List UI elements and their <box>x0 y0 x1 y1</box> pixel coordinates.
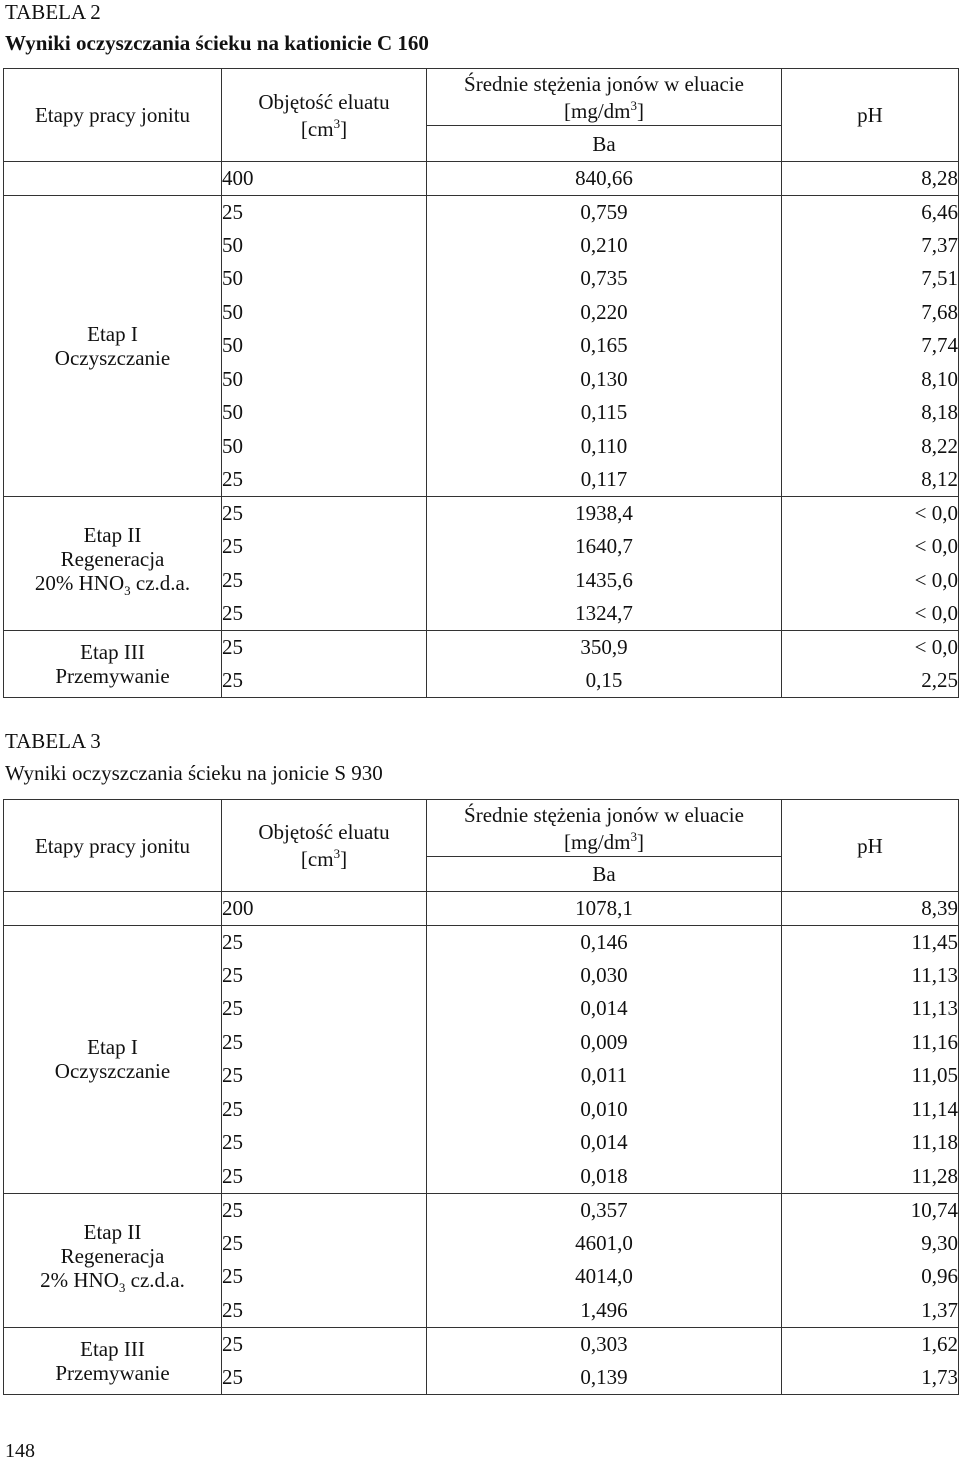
header-stages: Etapy pracy jonitu <box>4 800 222 892</box>
ph-cell: 1,37 <box>782 1294 959 1328</box>
volume-cell: 200 <box>222 892 427 926</box>
ph-cell: 11,13 <box>782 959 959 993</box>
volume-cell: 25 <box>222 1093 427 1127</box>
volume-cell: 25 <box>222 1059 427 1093</box>
volume-cell: 25 <box>222 1260 427 1294</box>
ba-cell: 0,303 <box>427 1327 782 1361</box>
volume-cell: 400 <box>222 162 427 196</box>
volume-cell: 25 <box>222 1227 427 1261</box>
ba-cell: 0,357 <box>427 1193 782 1227</box>
ph-cell: 0,96 <box>782 1260 959 1294</box>
header-ph: pH <box>782 69 959 162</box>
header-concentration: Średnie stężenia jonów w eluacie $[mg/dm^3]$ <box>427 69 782 126</box>
table-row <box>4 162 959 196</box>
ba-cell: 0,139 <box>427 1361 782 1395</box>
ph-cell: 11,14 <box>782 1093 959 1127</box>
phase-cell <box>4 892 222 926</box>
header-volume: Objętość eluatu $[cm^3]$ <box>222 800 427 892</box>
table-row <box>4 497 959 531</box>
phase-cell: Etap I Oczyszczanie <box>4 195 222 497</box>
ph-cell: 1,73 <box>782 1361 959 1395</box>
ph-cell: 7,51 <box>782 262 959 296</box>
volume-cell: 50 <box>222 329 427 363</box>
volume-cell: 25 <box>222 463 427 497</box>
ba-cell: 0,030 <box>427 959 782 993</box>
ba-cell: 350,9 <box>427 631 782 665</box>
volume-cell: 50 <box>222 296 427 330</box>
ba-cell: 1640,7 <box>427 530 782 564</box>
volume-cell: 25 <box>222 959 427 993</box>
table-row <box>4 1193 959 1227</box>
header-ion: Ba <box>427 126 782 162</box>
ph-cell: < 0,0 <box>782 631 959 665</box>
ba-cell: 1938,4 <box>427 497 782 531</box>
table3-title: Wyniki oczyszczania ścieku na jonicie S 930 <box>5 761 383 785</box>
ph-cell: < 0,0 <box>782 564 959 598</box>
ph-cell: < 0,0 <box>782 597 959 631</box>
table2-title: Wyniki oczyszczania ścieku na kationicie C 160 <box>5 31 429 55</box>
ph-cell: 7,68 <box>782 296 959 330</box>
header-volume: Objętość eluatu $[cm^3]$ <box>222 69 427 162</box>
ba-cell: 0,014 <box>427 1126 782 1160</box>
ph-cell: 9,30 <box>782 1227 959 1261</box>
phase-cell <box>4 162 222 196</box>
ph-cell: < 0,0 <box>782 497 959 531</box>
header-stages: Etapy pracy jonitu <box>4 69 222 162</box>
ph-cell: 1,62 <box>782 1327 959 1361</box>
ba-cell: 0,210 <box>427 229 782 263</box>
ph-cell: 8,39 <box>782 892 959 926</box>
ph-cell: 11,05 <box>782 1059 959 1093</box>
ph-cell: 11,13 <box>782 992 959 1026</box>
volume-cell: 25 <box>222 664 427 698</box>
ph-cell: 8,18 <box>782 396 959 430</box>
ba-cell: 0,009 <box>427 1026 782 1060</box>
ph-cell: 6,46 <box>782 195 959 229</box>
volume-cell: 50 <box>222 430 427 464</box>
volume-cell: 50 <box>222 396 427 430</box>
phase-cell: Etap III Przemywanie <box>4 1327 222 1394</box>
table-row <box>4 631 959 665</box>
volume-cell: 25 <box>222 631 427 665</box>
ph-cell: 8,22 <box>782 430 959 464</box>
ba-cell: 1078,1 <box>427 892 782 926</box>
ph-cell: 8,10 <box>782 363 959 397</box>
table2-label: TABELA 2 <box>5 0 101 24</box>
volume-cell: 25 <box>222 530 427 564</box>
ph-cell: 11,28 <box>782 1160 959 1194</box>
ba-cell: 0,115 <box>427 396 782 430</box>
table3 <box>3 799 959 1395</box>
ba-cell: 1,496 <box>427 1294 782 1328</box>
phase-cell: Etap III Przemywanie <box>4 631 222 698</box>
table3-label: TABELA 3 <box>5 729 101 753</box>
ph-cell: 11,16 <box>782 1026 959 1060</box>
phase-cell: Etap II Regeneracja 2% $HNO_3$ cz.d.a. <box>4 1193 222 1327</box>
volume-cell: 50 <box>222 262 427 296</box>
ba-cell: 4014,0 <box>427 1260 782 1294</box>
volume-cell: 25 <box>222 925 427 959</box>
ph-cell: 10,74 <box>782 1193 959 1227</box>
phase-cell: Etap II Regeneracja 20% $HNO_3$ cz.d.a. <box>4 497 222 631</box>
ba-cell: 0,011 <box>427 1059 782 1093</box>
ba-cell: 0,010 <box>427 1093 782 1127</box>
ph-cell: < 0,0 <box>782 530 959 564</box>
table-row <box>4 892 959 926</box>
volume-cell: 25 <box>222 597 427 631</box>
volume-cell: 50 <box>222 229 427 263</box>
ba-cell: 0,735 <box>427 262 782 296</box>
ba-cell: 0,110 <box>427 430 782 464</box>
ba-cell: 0,130 <box>427 363 782 397</box>
ph-cell: 8,12 <box>782 463 959 497</box>
ba-cell: 0,15 <box>427 664 782 698</box>
ph-cell: 11,18 <box>782 1126 959 1160</box>
ba-cell: 0,146 <box>427 925 782 959</box>
ba-cell: 0,018 <box>427 1160 782 1194</box>
ba-cell: 0,117 <box>427 463 782 497</box>
header-ph: pH <box>782 800 959 892</box>
volume-cell: 50 <box>222 363 427 397</box>
volume-cell: 25 <box>222 1126 427 1160</box>
header-ion: Ba <box>427 857 782 892</box>
page-number: 148 <box>5 1440 35 1462</box>
ba-cell: 0,220 <box>427 296 782 330</box>
ph-cell: 11,45 <box>782 925 959 959</box>
header-concentration: Średnie stężenia jonów w eluacie $[mg/dm^3]$ <box>427 800 782 857</box>
table-row <box>4 925 959 959</box>
volume-cell: 25 <box>222 992 427 1026</box>
ph-cell: 7,37 <box>782 229 959 263</box>
ba-cell: 4601,0 <box>427 1227 782 1261</box>
volume-cell: 25 <box>222 1294 427 1328</box>
ph-cell: 2,25 <box>782 664 959 698</box>
volume-cell: 25 <box>222 1160 427 1194</box>
volume-cell: 25 <box>222 1026 427 1060</box>
ba-cell: 0,165 <box>427 329 782 363</box>
ph-cell: 7,74 <box>782 329 959 363</box>
ba-cell: 0,014 <box>427 992 782 1026</box>
ph-cell: 8,28 <box>782 162 959 196</box>
volume-cell: 25 <box>222 564 427 598</box>
ba-cell: 840,66 <box>427 162 782 196</box>
ba-cell: 1324,7 <box>427 597 782 631</box>
ba-cell: 1435,6 <box>427 564 782 598</box>
ba-cell: 0,759 <box>427 195 782 229</box>
volume-cell: 25 <box>222 195 427 229</box>
volume-cell: 25 <box>222 1361 427 1395</box>
table-row <box>4 1327 959 1361</box>
volume-cell: 25 <box>222 1327 427 1361</box>
table-row <box>4 195 959 229</box>
phase-cell: Etap I Oczyszczanie <box>4 925 222 1193</box>
table2 <box>3 68 959 698</box>
volume-cell: 25 <box>222 1193 427 1227</box>
volume-cell: 25 <box>222 497 427 531</box>
